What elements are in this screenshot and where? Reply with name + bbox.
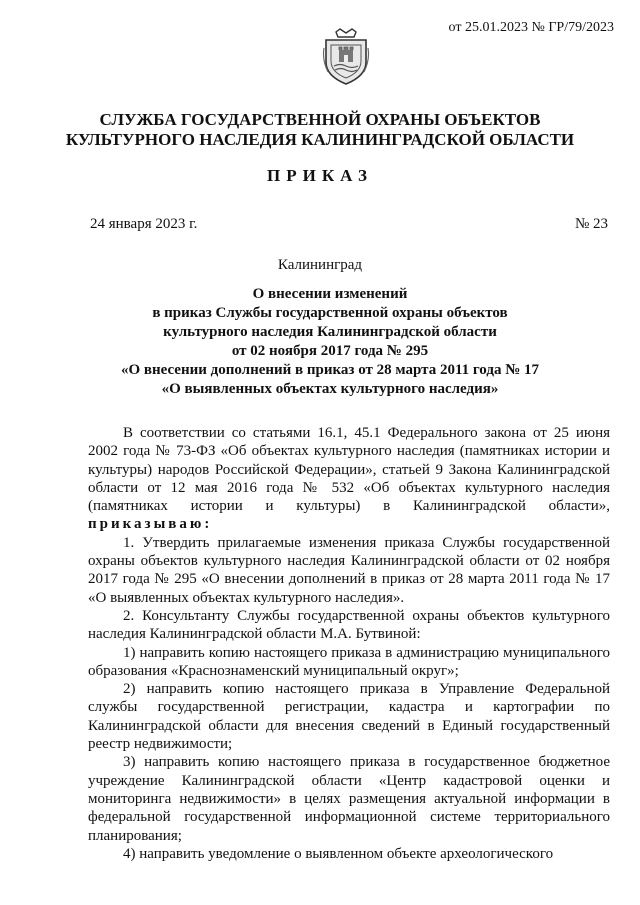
city: Калининград [277, 257, 363, 273]
registration-number: от 25.01.2023 № ГР/79/2023 [448, 20, 614, 35]
subject-line: «О внесении дополнений в приказ от 28 марта 2011 года № 17 [120, 362, 540, 378]
agency-line-2: КУЛЬТУРНОГО НАСЛЕДИЯ КАЛИНИНГРАДСКОЙ ОБЛАСТИ [65, 130, 575, 149]
decree-word: приказываю: [88, 516, 213, 533]
subject-line: в приказ Службы государственной охраны объектов [152, 305, 508, 321]
document-type: ПРИКАЗ [267, 166, 373, 185]
subject-line: от 02 ноября 2017 года № 295 [231, 343, 429, 359]
paragraph-2: 2. Консультанту Службы государственной охраны объектов культурного наследия Калининградской области М.А. Бутвиной: [88, 607, 610, 643]
subject-line: культурного наследия Калининградской области [163, 324, 497, 340]
subparagraph-4: 4) направить уведомление о выявленном объекте археологического [123, 845, 554, 862]
agency-line-1: СЛУЖБА ГОСУДАРСТВЕННОЙ ОХРАНЫ ОБЪЕКТОВ [99, 110, 541, 129]
subparagraph-2: 2) направить копию настоящего приказа в Управление Федеральной службы государственной регистрации, кадастра и картографии по Калининградской области для внесения сведений в Единый государственный реестр недвижимости; [88, 681, 610, 753]
document-number: № 23 [574, 216, 608, 232]
subject-line: «О выявленных объектах культурного наследия» [161, 381, 499, 397]
subparagraph-3: 3) направить копию настоящего приказа в государственное бюджетное учреждение Калининградской области «Центр кадастровой оценки и мониторинга недвижимости» в целях размещения актуальной информации в федеральной государственной информационной системе территориального планирования; [88, 754, 610, 844]
intro-text: В соответствии со статьями 16.1, 45.1 Федерального закона от 25 июня 2002 года № 73-ФЗ «Об объектах культурного наследия (памятниках истории и культуры) народов Российской Федерации», статьей 9 Закона Калининградской области от 12 мая 2016 года № 532 «Об объектах культурного наследия (памятниках истории и культуры) в Калининградской области», [88, 425, 610, 515]
paragraph-1: 1. Утвердить прилагаемые изменения приказа Службы государственной охраны объектов культурного наследия Калининградской области от 02 ноября 2017 года № 295 «О внесении дополнений в приказ от 28 марта 2011 года № 17 «О выявленных объектах культурного наследия». [88, 534, 610, 606]
subject-line: О внесении изменений [252, 286, 408, 302]
subparagraph-1: 1) направить копию настоящего приказа в администрацию муниципального образования «Краснознаменский муниципальный округ»; [88, 644, 610, 679]
document-date: 24 января 2023 г. [90, 216, 198, 232]
coat-of-arms-icon [322, 28, 370, 86]
intro-paragraph [88, 424, 610, 534]
document-subject [80, 285, 580, 399]
agency-name [0, 110, 640, 150]
document-body [88, 424, 610, 863]
